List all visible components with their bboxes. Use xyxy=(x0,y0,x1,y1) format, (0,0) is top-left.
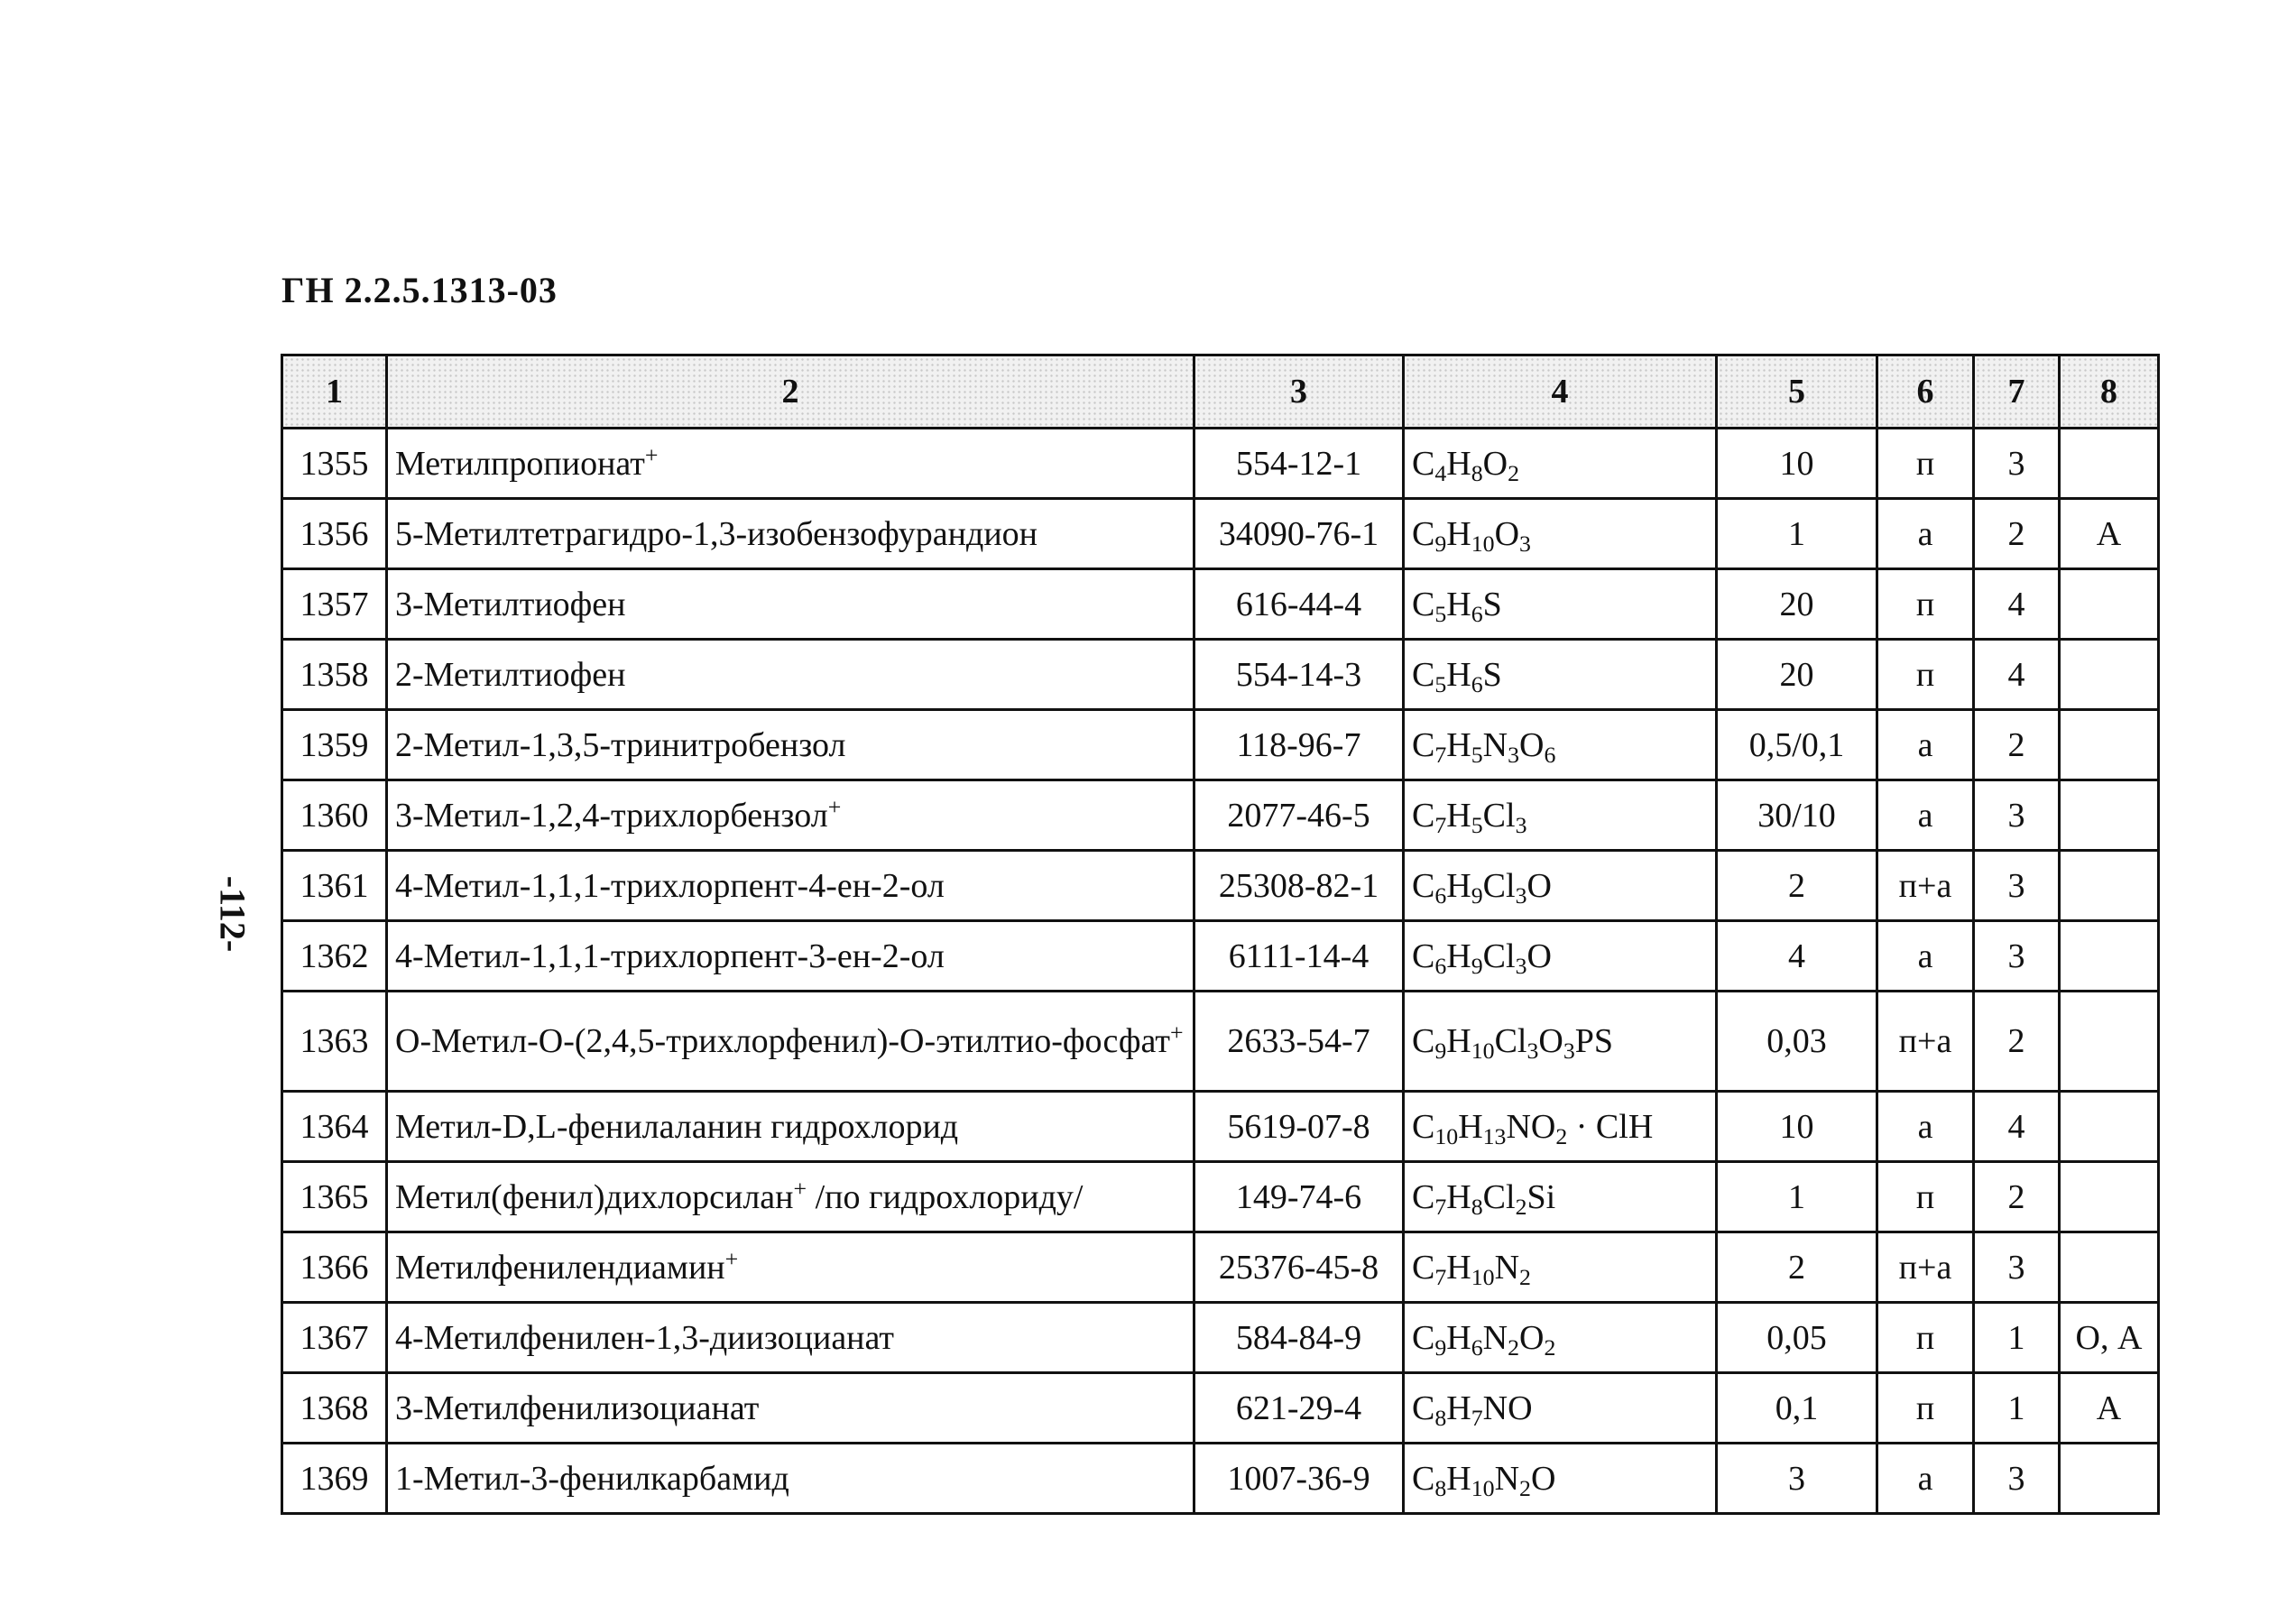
hazard-class: 2 xyxy=(1974,710,2060,780)
substance-name xyxy=(387,1232,1194,1303)
cas-number: 1007-36-9 xyxy=(1194,1444,1404,1514)
effect-note xyxy=(2060,429,2159,499)
limit-value: 0,05 xyxy=(1717,1303,1877,1373)
cas-number: 5619-07-8 xyxy=(1194,1092,1404,1162)
row-number: 1368 xyxy=(282,1373,387,1444)
aggregate-state: п xyxy=(1877,1303,1974,1373)
table-row xyxy=(282,1092,2159,1162)
page-number: -112- xyxy=(212,875,254,953)
substance-name xyxy=(387,921,1194,992)
effect-note xyxy=(2060,780,2159,851)
substance-name xyxy=(387,569,1194,640)
substance-name xyxy=(387,851,1194,921)
name-superscript: + xyxy=(793,1175,807,1202)
hazard-class: 2 xyxy=(1974,499,2060,569)
cas-number: 554-12-1 xyxy=(1194,429,1404,499)
row-number: 1357 xyxy=(282,569,387,640)
row-number: 1360 xyxy=(282,780,387,851)
limit-value: 10 xyxy=(1717,1092,1877,1162)
chemical-formula: $C_8H_{10}N_2O$ xyxy=(1404,1444,1717,1514)
header-cell: 4 xyxy=(1404,355,1717,429)
substance-name xyxy=(387,640,1194,710)
table-row xyxy=(282,1303,2159,1373)
substance-name xyxy=(387,1092,1194,1162)
cas-number: 2077-46-5 xyxy=(1194,780,1404,851)
document-code: ГН 2.2.5.1313-03 xyxy=(281,270,558,310)
substance-name-text: 2-Метилтиофен xyxy=(395,655,626,694)
aggregate-state: п+а xyxy=(1877,1232,1974,1303)
cas-number: 621-29-4 xyxy=(1194,1373,1404,1444)
chemical-formula: $C_7H_{10}N_2$ xyxy=(1404,1232,1717,1303)
limit-value: 10 xyxy=(1717,429,1877,499)
header-cell: 8 xyxy=(2060,355,2159,429)
limit-value: 0,03 xyxy=(1717,992,1877,1092)
cas-number: 118-96-7 xyxy=(1194,710,1404,780)
cas-number: 25376-45-8 xyxy=(1194,1232,1404,1303)
limit-value: 20 xyxy=(1717,569,1877,640)
aggregate-state: а xyxy=(1877,499,1974,569)
cas-number: 149-74-6 xyxy=(1194,1162,1404,1232)
effect-note xyxy=(2060,640,2159,710)
substance-name-text: 2-Метил-1,3,5-тринитробензол xyxy=(395,725,846,764)
header-cell: 7 xyxy=(1974,355,2060,429)
row-number: 1364 xyxy=(282,1092,387,1162)
table-row xyxy=(282,569,2159,640)
chemical-formula: $C_6H_9Cl_3O$ xyxy=(1404,851,1717,921)
chemical-formula: $C_9H_{10}Cl_3O_3PS$ xyxy=(1404,992,1717,1092)
row-number: 1355 xyxy=(282,429,387,499)
cas-number: 6111-14-4 xyxy=(1194,921,1404,992)
chemical-formula: $C_9H_6N_2O_2$ xyxy=(1404,1303,1717,1373)
substance-name xyxy=(387,1303,1194,1373)
hazard-class: 3 xyxy=(1974,921,2060,992)
hazard-class: 3 xyxy=(1974,1232,2060,1303)
substance-name xyxy=(387,1373,1194,1444)
substance-name xyxy=(387,1444,1194,1514)
row-number: 1367 xyxy=(282,1303,387,1373)
substance-name-text: 4-Метил-1,1,1-трихлорпент-3-ен-2-ол xyxy=(395,937,945,975)
limit-value: 1 xyxy=(1717,1162,1877,1232)
row-number: 1361 xyxy=(282,851,387,921)
effect-note: О, А xyxy=(2060,1303,2159,1373)
chemical-formula: $C_7H_5Cl_3$ xyxy=(1404,780,1717,851)
effect-note xyxy=(2060,851,2159,921)
row-number: 1369 xyxy=(282,1444,387,1514)
table-header-row xyxy=(282,355,2159,429)
chemical-formula: $C_9H_{10}O_3$ xyxy=(1404,499,1717,569)
header-cell: 2 xyxy=(387,355,1194,429)
chemical-formula: $C_6H_9Cl_3O$ xyxy=(1404,921,1717,992)
substance-name-text: 3-Метилтиофен xyxy=(395,585,626,623)
aggregate-state: п+а xyxy=(1877,851,1974,921)
chemical-formula: $C_7H_5N_3O_6$ xyxy=(1404,710,1717,780)
table-row xyxy=(282,1232,2159,1303)
row-number: 1358 xyxy=(282,640,387,710)
table-row xyxy=(282,780,2159,851)
limit-value: 3 xyxy=(1717,1444,1877,1514)
hazard-class: 3 xyxy=(1974,851,2060,921)
effect-note xyxy=(2060,569,2159,640)
effect-note xyxy=(2060,1092,2159,1162)
limit-value: 30/10 xyxy=(1717,780,1877,851)
effect-note: А xyxy=(2060,499,2159,569)
name-superscript: + xyxy=(724,1245,739,1272)
limit-value: 20 xyxy=(1717,640,1877,710)
effect-note xyxy=(2060,1232,2159,1303)
aggregate-state: а xyxy=(1877,710,1974,780)
substance-name-text: 4-Метил-1,1,1-трихлорпент-4-ен-2-ол xyxy=(395,866,945,905)
header-cell: 6 xyxy=(1877,355,1974,429)
substance-name-text: Метилпропионат xyxy=(395,444,645,483)
row-number: 1363 xyxy=(282,992,387,1092)
limit-value: 2 xyxy=(1717,851,1877,921)
aggregate-state: п xyxy=(1877,429,1974,499)
limit-value: 4 xyxy=(1717,921,1877,992)
table-row xyxy=(282,1373,2159,1444)
table-row xyxy=(282,992,2159,1092)
effect-note xyxy=(2060,921,2159,992)
hazard-class: 2 xyxy=(1974,1162,2060,1232)
substance-name-text: 3-Метилфенилизоцианат xyxy=(395,1389,760,1427)
aggregate-state: п xyxy=(1877,1373,1974,1444)
substance-name-text: 4-Метилфенилен-1,3-диизоцианат xyxy=(395,1318,895,1357)
aggregate-state: п xyxy=(1877,1162,1974,1232)
limit-value: 1 xyxy=(1717,499,1877,569)
substance-name xyxy=(387,710,1194,780)
hazard-class: 4 xyxy=(1974,640,2060,710)
aggregate-state: а xyxy=(1877,1444,1974,1514)
table-row xyxy=(282,921,2159,992)
chemical-formula: $C_5H_6S$ xyxy=(1404,640,1717,710)
aggregate-state: п xyxy=(1877,640,1974,710)
cas-number: 616-44-4 xyxy=(1194,569,1404,640)
chemical-formula: $C_8H_7NO$ xyxy=(1404,1373,1717,1444)
name-superscript: + xyxy=(1169,1020,1184,1047)
chemical-formula: $C_5H_6S$ xyxy=(1404,569,1717,640)
table-row xyxy=(282,1162,2159,1232)
limit-value: 2 xyxy=(1717,1232,1877,1303)
effect-note: А xyxy=(2060,1373,2159,1444)
table-body xyxy=(282,429,2159,1514)
cas-number: 554-14-3 xyxy=(1194,640,1404,710)
substance-name xyxy=(387,499,1194,569)
aggregate-state: п xyxy=(1877,569,1974,640)
chemical-formula: $C_{10}H_{13}NO_2$ · ClH xyxy=(1404,1092,1717,1162)
table-row xyxy=(282,851,2159,921)
hazard-class: 1 xyxy=(1974,1303,2060,1373)
name-superscript: + xyxy=(827,793,842,820)
substances-table xyxy=(281,354,2160,1515)
cas-number: 34090-76-1 xyxy=(1194,499,1404,569)
substance-name-text: Метил-D,L-фенилаланин гидрохлорид xyxy=(395,1107,959,1146)
substance-name-text: 5-Метилтетрагидро-1,3-изобензофурандион xyxy=(395,514,1038,553)
substance-name-text: О-Метил-О-(2,4,5-трихлорфенил)-О-этилтио-фосфат xyxy=(395,1022,1170,1060)
row-number: 1365 xyxy=(282,1162,387,1232)
cas-number: 2633-54-7 xyxy=(1194,992,1404,1092)
aggregate-state: а xyxy=(1877,921,1974,992)
substance-name-text: Метил(фенил)дихлорсилан xyxy=(395,1177,794,1216)
hazard-class: 1 xyxy=(1974,1373,2060,1444)
table-row xyxy=(282,429,2159,499)
hazard-class: 3 xyxy=(1974,780,2060,851)
hazard-class: 4 xyxy=(1974,569,2060,640)
row-number: 1359 xyxy=(282,710,387,780)
table-row xyxy=(282,710,2159,780)
hazard-class: 3 xyxy=(1974,1444,2060,1514)
substance-name-text: 1-Метил-3-фенилкарбамид xyxy=(395,1459,789,1498)
substance-name xyxy=(387,1162,1194,1232)
hazard-class: 3 xyxy=(1974,429,2060,499)
effect-note xyxy=(2060,992,2159,1092)
hazard-class: 2 xyxy=(1974,992,2060,1092)
header-cell: 3 xyxy=(1194,355,1404,429)
hazard-class: 4 xyxy=(1974,1092,2060,1162)
aggregate-state: а xyxy=(1877,780,1974,851)
row-number: 1362 xyxy=(282,921,387,992)
table-row xyxy=(282,1444,2159,1514)
table-row xyxy=(282,640,2159,710)
cas-number: 584-84-9 xyxy=(1194,1303,1404,1373)
name-superscript: + xyxy=(644,441,659,468)
aggregate-state: п+а xyxy=(1877,992,1974,1092)
table-row xyxy=(282,499,2159,569)
limit-value: 0,5/0,1 xyxy=(1717,710,1877,780)
effect-note xyxy=(2060,1162,2159,1232)
aggregate-state: а xyxy=(1877,1092,1974,1162)
limit-value: 0,1 xyxy=(1717,1373,1877,1444)
substance-name xyxy=(387,429,1194,499)
cas-number: 25308-82-1 xyxy=(1194,851,1404,921)
chemical-formula: $C_7H_8Cl_2Si$ xyxy=(1404,1162,1717,1232)
effect-note xyxy=(2060,710,2159,780)
substance-name-note: /по гидрохлориду/ xyxy=(807,1177,1084,1216)
row-number: 1356 xyxy=(282,499,387,569)
chemical-formula: $C_4H_8O_2$ xyxy=(1404,429,1717,499)
substance-name-text: Метилфенилендиамин xyxy=(395,1248,725,1287)
substance-name xyxy=(387,992,1194,1092)
substance-name xyxy=(387,780,1194,851)
substance-name-text: 3-Метил-1,2,4-трихлорбензол xyxy=(395,796,828,835)
header-cell: 1 xyxy=(282,355,387,429)
header-cell: 5 xyxy=(1717,355,1877,429)
effect-note xyxy=(2060,1444,2159,1514)
row-number: 1366 xyxy=(282,1232,387,1303)
